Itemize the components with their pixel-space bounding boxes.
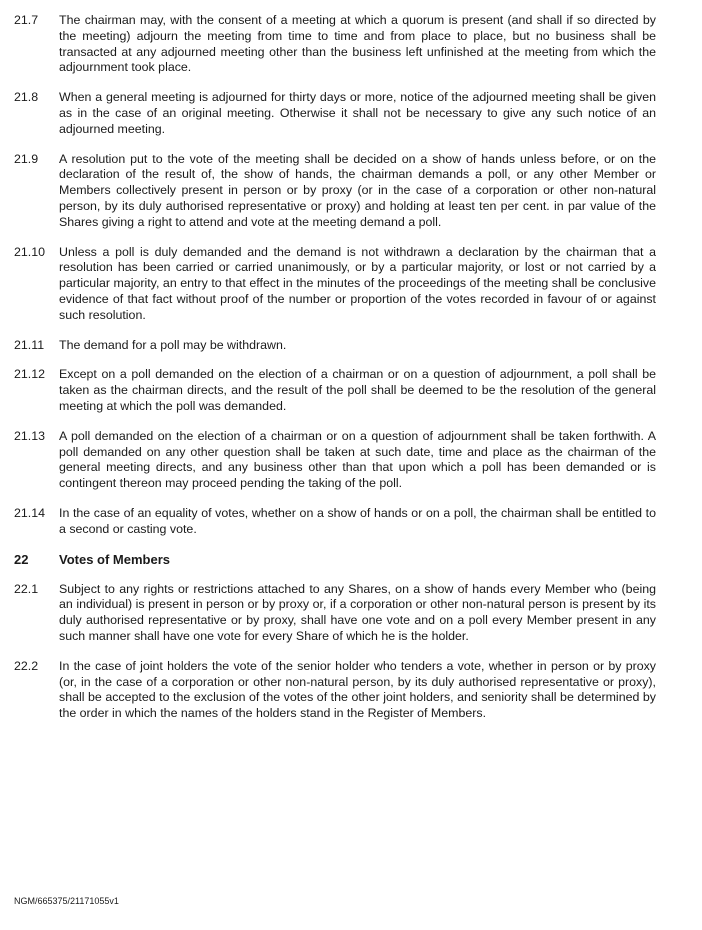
clause-text: A poll demanded on the election of a chairman or on a question of adjournment shall be taken forthwith. A poll demanded on any other question shall be taken at such date, time and place as the chairman of the general meeting directs, and any business other than that upon which a poll has been demanded or is contingent thereon may proceed pending the taking of the poll.: [59, 428, 656, 491]
footer-doc-reference: NGM/665375/21171055v1: [14, 896, 119, 906]
clause-number: 21.13: [14, 428, 46, 443]
clause-number: 21.12: [14, 367, 46, 382]
clause-21-13: [14, 429, 656, 492]
section-heading-22: [14, 552, 656, 568]
clause-21-7: [14, 13, 656, 76]
section-number: 22: [14, 551, 29, 567]
clause-number: 21.8: [14, 90, 39, 105]
clause-21-8: [14, 90, 656, 137]
clause-text: When a general meeting is adjourned for thirty days or more, notice of the adjourned meeting shall be given as in the case of an original meeting. Otherwise it shall not be necessary to give any such notice of an adjourned meeting.: [59, 90, 656, 136]
clause-number: 21.7: [14, 13, 39, 27]
clause-text: In the case of joint holders the vote of the senior holder who tenders a vote, whether in person or by proxy (or, in the case of a corporation or other non-natural person, by its duly authorised representative or proxy), shall be accepted to the exclusion of the votes of the other joint holders, and seniority shall be determined by the order in which the names of the holders stand in the Register of Members.: [59, 658, 656, 721]
clause-21-11: [14, 338, 656, 354]
document-body: [14, 13, 656, 736]
clause-text: The demand for a poll may be withdrawn.: [59, 337, 287, 352]
clause-number: 22.1: [14, 581, 39, 596]
clause-text: Subject to any rights or restrictions attached to any Shares, on a show of hands every Member who (being an individual) is present in person or by proxy or, if a corporation or other non-natural person is present by its duly authorised representative or by proxy, shall have one vote and on a poll every Member present in any such manner shall have one vote for every Share of which he is the holder.: [59, 581, 656, 643]
clause-text: Unless a poll is duly demanded and the demand is not withdrawn a declaration by the chairman that a resolution has been carried or carried unanimously, or by a particular majority, or lost or not carried by a particular majority, an entry to that effect in the minutes of the proceedings of the meeting shall be conclusive evidence of that fact without proof of the number or proportion of the votes recorded in favour of or against such resolution.: [59, 244, 656, 322]
clause-text: A resolution put to the vote of the meeting shall be decided on a show of hands unless before, or on the declaration of the result of, the show of hands, the chairman demands a poll, or any other Member or Members collectively present in person or by proxy (or in the case of a corporation or other non-natural person, by its duly authorised representative or proxy) and holding at least ten per cent. in par value of the Shares giving a right to attend and vote at the meeting demand a poll.: [59, 151, 656, 229]
clause-number: 21.11: [14, 337, 45, 352]
clause-22-2: [14, 659, 656, 722]
clause-text: The chairman may, with the consent of a meeting at which a quorum is present (and shall if so directed by the meeting) adjourn the meeting from time to time and from place to place, but no business shall be transacted at any adjourned meeting other than the business left unfinished at the meeting from which the adjournment took place.: [59, 13, 656, 75]
clause-21-9: [14, 152, 656, 231]
clause-number: 21.10: [14, 244, 46, 259]
clause-21-12: [14, 367, 656, 414]
clause-22-1: [14, 582, 656, 645]
clause-number: 21.14: [14, 505, 46, 520]
clause-21-10: [14, 245, 656, 324]
clause-number: 21.9: [14, 151, 39, 166]
section-title: Votes of Members: [59, 551, 171, 567]
clause-21-14: [14, 506, 656, 538]
clause-text: In the case of an equality of votes, whether on a show of hands or on a poll, the chairman shall be entitled to a second or casting vote.: [59, 505, 656, 536]
clause-text: Except on a poll demanded on the election of a chairman or on a question of adjournment, a poll shall be taken as the chairman directs, and the result of the poll shall be deemed to be the resolution of the general meeting at which the poll was demanded.: [59, 367, 656, 413]
clause-number: 22.2: [14, 658, 39, 673]
